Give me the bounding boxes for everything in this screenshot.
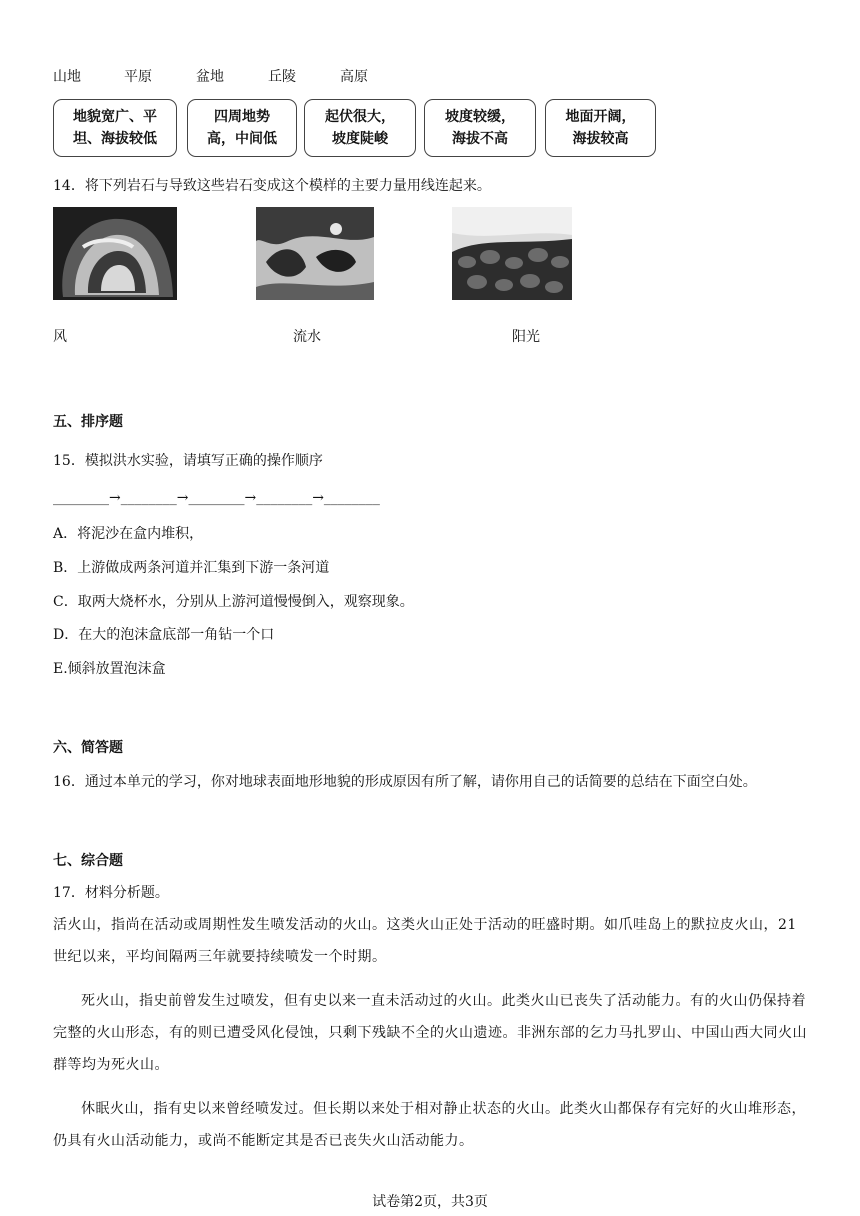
- term-plateau: 高原: [340, 69, 368, 85]
- question-14: 14．将下列岩石与导致这些岩石变成这个模样的主要力量用线连起来。: [53, 178, 491, 194]
- paragraph-active-volcano: 活火山，指尚在活动或周期性发生喷发活动的火山。这类火山正处于活动的旺盛时期。如爪哇岛上的默拉皮火山，21 世纪以来，平均间隔两三年就要持续喷发一个时期。: [53, 917, 797, 965]
- paragraph-extinct-volcano: 死火山，指史前曾发生过喷发，但有史以来一直未活动过的火山。此类火山已丧失了活动能力。有的火山仍保持着完整的火山形态，有的则已遭受风化侵蚀，只剩下残缺不全的火山遗迹。非洲东部的乞力马扎罗山、中国山西大同火山群等均为死火山。: [53, 993, 807, 1073]
- question-16: 16．通过本单元的学习，你对地球表面地形地貌的形成原因有所了解，请你用自己的话简要的总结在下面空白处。: [53, 774, 757, 790]
- term-basin: 盆地: [196, 69, 224, 85]
- option-d: D．在大的泡沫盒底部一角钻一个口: [53, 627, 275, 643]
- question-15: 15．模拟洪水实验，请填写正确的操作顺序: [53, 453, 323, 469]
- term-plain: 平原: [124, 69, 152, 85]
- section-5-heading: 五、排序题: [53, 414, 123, 430]
- rock-image-1: [53, 207, 177, 300]
- page-footer: 试卷第2页，共3页: [372, 1194, 488, 1210]
- option-e: E.倾斜放置泡沫盒: [53, 661, 166, 677]
- option-a: A．将泥沙在盒内堆积，: [53, 526, 204, 542]
- option-b: B．上游做成两条河道并汇集到下游一条河道: [53, 560, 330, 576]
- force-sunlight: 阳光: [512, 329, 540, 345]
- term-mountain: 山地: [53, 69, 81, 85]
- order-blanks[interactable]: ________→________→________→________→________: [53, 490, 380, 506]
- rock-image-3: [452, 207, 572, 300]
- section-6-heading: 六、简答题: [53, 740, 123, 756]
- section-7-heading: 七、综合题: [53, 853, 123, 869]
- description-box-3: 起伏很大， 坡度陡峻: [304, 99, 416, 157]
- term-hills: 丘陵: [268, 69, 296, 85]
- question-17: 17．材料分析题。: [53, 885, 169, 901]
- description-box-2: 四周地势 高，中间低: [187, 99, 297, 157]
- force-water: 流水: [293, 329, 321, 345]
- rock-image-2: [256, 207, 374, 300]
- paragraph-dormant-volcano: 休眠火山，指有史以来曾经喷发过。但长期以来处于相对静止状态的火山。此类火山都保存有完好的火山堆形态，仍具有火山活动能力，或尚不能断定其是否已丧失火山活动能力。: [53, 1101, 806, 1149]
- option-c: C．取两大烧杯水，分别从上游河道慢慢倒入，观察现象。: [53, 594, 414, 610]
- description-box-1: 地貌宽广、平 坦、海拔较低: [53, 99, 177, 157]
- description-box-5: 地面开阔， 海拔较高: [545, 99, 656, 157]
- description-box-4: 坡度较缓， 海拔不高: [424, 99, 536, 157]
- force-wind: 风: [53, 329, 67, 345]
